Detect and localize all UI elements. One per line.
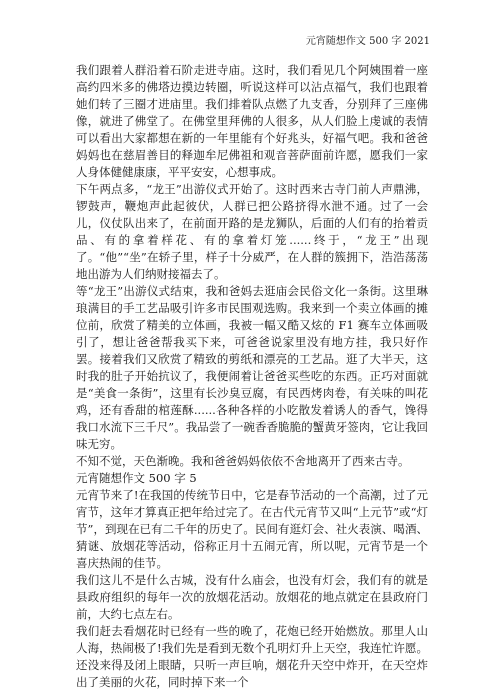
paragraph-leaving: 不知不觉，天色渐晚。我和爸爸妈妈依依不舍地离开了西来古寺。 <box>76 454 410 468</box>
page-header-title: 元宵随想作文 500 字 2021 <box>305 36 430 47</box>
article-body <box>76 62 428 691</box>
paragraph-temple-visit: 我们跟着人群沿着石阶走进寺庙。这时，我们看见几个阿姨围着一座高约四米多的佛塔边摸边转圈，听说这样可以沾点福气，我们也跟着她们转了三圈才进庙里。我们排着队点燃了九支香，分别拜了三座佛像，就进了佛堂了。在佛堂里拜佛的人很多，从人们脸上虔诚的表情可以看出大家都想在新的一年里能有个好兆头，好福气吧。我和爸爸妈妈也在慈眉善目的释迦牟尼佛祖和观音菩萨面前许愿，愿我们一家人身体健健康康，平平安安，心想事成。 <box>76 63 428 179</box>
paragraph-fireworks-watch: 我们赶去看烟花时已经有一些的晚了，花炮已经开始燃放。那里人山人海，热闹极了!我们先是看到无数个孔明灯升上天空，我连忙许愿。还没来得及闭上眼睛，只听一声巨响，烟花升天空中炸开，在天空炸出了美丽的火花，同时掉下来一个 <box>76 624 428 689</box>
paragraph-folk-street: 等“龙王”出游仪式结束，我和爸妈去逛庙会民俗文化一条街。这里琳琅满目的手工艺品吸引许多市民围观选购。我来到一个卖立体画的摊位前，欣赏了精美的立体画，我被一幅又酷又炫的 F1 赛车立体画吸引了，想让爸爸帮我买下来，可爸爸说家里没有地方挂，我只好作罢。接着我们又欣赏了精致的剪纸和漂亮的工艺品。逛了大半天，这时我的肚子开始抗议了，我便闹着让爸爸买些吃的东西。正巧对面就是“美食一条街”，这里有长沙臭豆腐，有民西烤肉卷，有关味的叫花鸡，还有香甜的棺莲酥......各种各样的小吃散发着诱人的香气，馋得我口水流下三千尺”。我品尝了一碗香香脆脆的蟹黄牙签肉，它让我回味无穷。 <box>76 284 428 451</box>
paragraph-dragon-parade: 下午两点多，“龙王”出游仪式开始了。这时西来古寺门前人声鼎沸，锣鼓声，鞭炮声此起彼伏，人群已把公路挤得水泄不通。过了一会儿，仪仗队出来了，在前面开路的是龙狮队，后面的人们有的抬着贡品、有的拿着样花、有的拿着灯笼......终于，“龙王”出现了。“他”“坐”在轿子里，样子十分威严，在人群的簇拥下，浩浩荡荡地出游为人们纳财接福去了。 <box>76 182 428 281</box>
paragraph-fireworks-plan: 我们这儿不是什么古城，没有什么庙会，也没有灯会，我们有的就是县政府组织的每年一次的放烟花活动。放烟花的地点就定在县政府门前，大约七点左右。 <box>76 573 428 621</box>
section-heading: 元宵随想作文 500 字 5 <box>76 471 197 485</box>
paragraph-lantern-festival: 元宵节来了!在我国的传统节日中，它是春节活动的一个高潮，过了元宵节，这年才算真正把年给过完了。在古代元宵节又叫“上元节”或“灯节”，到现在已有二千年的历史了。民间有逛灯会、社火表演、喝酒、猜谜、放烟花等活动，俗称正月十五闹元宵，所以呢，元宵节是一个喜庆热闹的佳节。 <box>76 488 428 570</box>
